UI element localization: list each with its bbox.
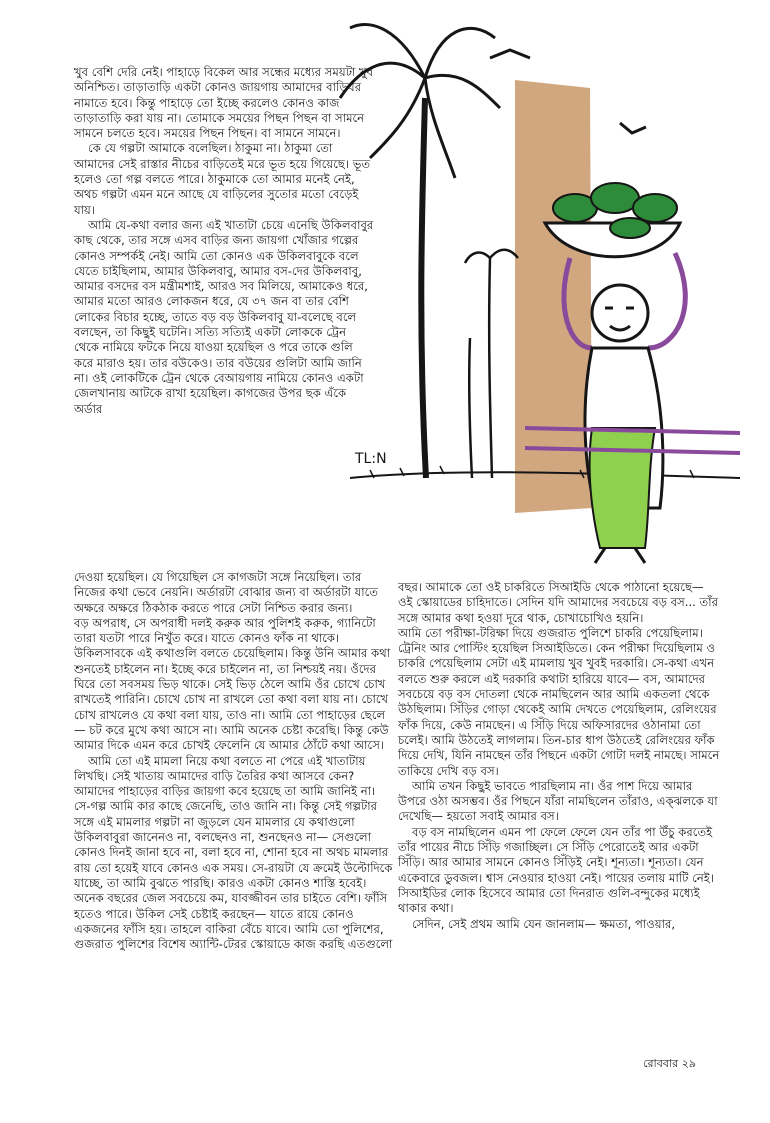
illustration: [330, 8, 750, 568]
small-tree-icon: [465, 250, 518, 478]
paragraph: বড় বস নামছিলেন এমন পা ফেলে ফেলে যেন তাঁর পা উঁচু করতেই তাঁর পায়ের নীচে সিঁড়ি গজাচ্ছিল। সে সিঁড়ি পেরোতেই আর একটা সিঁড়ি। আর আমার সামনে কোনও সিঁড়িই নেই। শূন্যতা। শূন্যতা। যেন একেবারে ডুবজল। শ্বাস নেওয়ার হাওয়া নেই। পায়ের তলায় মাটি নেই। সিআইডির লোক হিসেবে আমার তো দিনরাত গুলি-বন্দুকের মধ্যেই থাকার কথা।: [398, 824, 714, 916]
paragraph: বছর। আমাকে তো ওই চাকরিতে সিআইডি থেকে পাঠানো হয়েছে— ওই স্কোয়াডের চাহিদাতে। সেদিন যদি আমাদের সবচেয়ে বড় বস... তাঁর সঙ্গে আমার কথা হওয়া দূরে থাক, চোখাচোখিও হয়নি।: [398, 580, 718, 625]
paragraph: আমি তখন কিছুই ভাবতে পারছিলাম না। ওঁর পাশ দিয়ে আমার উপরে ওঠা অসম্ভব। ওঁর পিছনে যাঁরা নামছিলেন তাঁরাও, এক্ঝলকে যা দেখেছি— হয়তো সবাই আমার বস।: [398, 778, 718, 824]
bird-icon: [620, 123, 646, 133]
palm-trunk: [421, 98, 426, 478]
article-left-column: [74, 65, 374, 417]
magazine-label: রোববার: [643, 1057, 679, 1070]
paragraph: আমি তো পরীক্ষা-টরিক্ষা দিয়ে গুজরাত পুলিশে চাকরি পেয়েছিলাম। ট্রেনিং আর পোস্টিং হয়েছিল সিআইডিতে। কেন পরীক্ষা দিয়েছিলাম ও চাকরি পেয়েছিলাম সেটা এই মামলায় খুব খুবই দরকারি। সে-কথা এখন বলতে শুরু করলে এই দরকারি কথাটা হারিয়ে যাবে— বস, আমাদের সবচেয়ে বড় বস দোতলা থেকে নামছিলেন আর আমি একতলা থেকে উঠছিলাম। সিঁড়ির গোড়া থেকেই আমি দেখতে পেয়েছিলাম, রেলিংয়ের ফাঁক দিয়ে, কেউ নামছেন। এ সিঁড়ি দিয়ে অফিসারদের ওঠানামা তো চলেই। আমি উঠতেই লাগলাম। তিন-চার ধাপ উঠতেই রেলিংয়ের ফাঁক দিয়ে দেখি, যিনি নামছেন তাঁর পিছনে একটা গোটা দলই নামছে। সামনে তাকিয়ে দেখি বড় বস।: [398, 625, 720, 778]
bird-icon: [490, 50, 530, 58]
paragraph: আমি যে-কথা বলার জন্য এই খাতাটা চেয়ে এনেছি উকিলবাবুর কাছ থেকে, তার সঙ্গে এসব বাড়ির জন্য জায়গা খোঁজার গল্পের কোনও সম্পর্কই নেই। আমি তো কোনও এক উকিলবাবুকে বলে যেতে চাইছিলাম, আমার উকিলবাবু, আমার বস-দের উকিলবাবু, আমার বসদের বস মন্ত্রীমশাই, আরও সব মিলিয়ে, আমাকেও ধরে, আমার মতো আরও লোকজন ধরে, যে ৩৭ জন বা তার বেশি লোকের বিচার হচ্ছে, তাতে বড় বড় উকিলবাবু যা-বলেছে বলে বলছেন, তা কিছুই ঘটেনি। সত্যি সত্যিই একটা লোককে ট্রেন থেকে নামিয়ে ফটকে নিয়ে যাওয়া হয়েছিল ও পরে তাকে গুলি করে মারাও হয়। তার বউকেও। তার বউয়ের গুলিটা আমি জানি না। ওই লোকটিকে ট্রেন থেকে বেআয়গায় নামিয়ে কোনও একটা জেলখানায় আটকে রাখা হয়েছিল। কাগজের উপর ছক এঁকে অর্ডার: [74, 217, 374, 416]
page-number: ২৯: [681, 1057, 696, 1070]
artist-signature: TL:N: [355, 451, 387, 467]
page-footer: [643, 1055, 696, 1074]
article-body-wide: [74, 570, 394, 952]
palm-leaves-icon: [340, 25, 500, 178]
paragraph: বড় অপরাধ, সে অপরাধী দলই করুক আর পুলিশই করুক, গ্যানিটো তারা যতটা পারে নিখুঁত করে। যাতে কোনও ফাঁক না থাকে। উকিলসাবকে এই কথাগুলি বলতে চেয়েছিলাম। কিন্তু উনি আমার কথা শুনতেই চাইলেন না। ইচ্ছে করে চাইলেন না, তা নিশ্চয়ই নয়। ওঁদের ঘিরে তো সবসময় ভিড় থাকে। সেই ভিড় ঠেলে আমি ওঁর চোখে চোখ রাখতেই পারিনি। চোখে চোখ না রাখলে তো কথা বলা যায় না। চোখে চোখ রাখলেও যে কথা বলা যায়, তাও না। আমি তো পাহাড়ের ছেলে— চট করে মুখে কথা আসে না। আমি অনেক চেষ্টা করেছি। কিন্তু কেউ আমার দিকে এমন করে চোখই ফেলেনি যে আমার ঠোঁটে কথা আসে।: [74, 615, 391, 753]
paragraph: আমি তো এই মামলা নিয়ে কথা বলতে না পেরে এই খাতাটায় লিখছি। সেই খাতায় আমাদের বাড়ি তৈরির কথা আসবে কেন? আমাদের পাহাড়ের বাড়ির জায়গা কবে হয়েছে তা আমি জানিই না। সে-গল্প আমি কার কাছে জেনেছি, তাও জানি না। কিন্তু সেই গল্পটার সঙ্গে এই মামলার গল্পটা না জুড়লে যেন মামলার যে কথাগুলো উকিলবাবুরা জানেনও না, বলছেনও না, শুনছেনও না— সেগুলো কোনও দিনই জানা হবে না, বলা হবে না, শোনা হবে না অথচ মামলার রায় তো হয়েই যাবে কোনও এক সময়। সে-রায়টা যে ক্রমেই উল্টোদিকে যাচ্ছে, তা আমি বুঝতে পারছি। কারও একটা কোনও শাস্তি হবেই। অনেক বছরের জেল সবচেয়ে কম, যাবজ্জীবন তার চাইতে বেশি। ফাঁসি হতেও পারে। উকিল সেই চেষ্টাই করছেন— যাতে রায়ে কোনও একজনের ফাঁসি হয়। তাহলে বাকিরা বেঁচে যাবে। আমি তো পুলিশের, গুজরাত পুলিশের বিশেষ অ্যান্টি-টেরর স্কোয়াডে কাজ করছি এতগুলো: [74, 753, 393, 952]
paragraph: কে যে গল্পটা আমাকে বলেছিল। ঠাকুমা না। ঠাকুমা তো আমাদের সেই রাস্তার নীচের বাড়িতেই মরে ভূত হয়ে গিয়েছে। ভূত হলেও তো গল্প বলতে পারে। ঠাকুমাকে তো আমার মনেই নেই, অথচ গল্পটা এমন মনে আছে যে বাড়িলের সুতোর মতো বেড়েই যায়।: [74, 141, 371, 217]
article-right-column: [398, 580, 720, 932]
paragraph: দেওয়া হয়েছিল। যে গিয়েছিল সে কাগজটা সঙ্গে নিয়েছিল। তার নিজের কথা ভেবে নেয়নি। অর্ডারটা বোঝার জন্য বা অর্ডারটা যাতে অক্ষরে অক্ষরে ঠিকঠাক করতে পারে সেটা নিশ্চিত করার জন্য।: [74, 570, 378, 615]
paragraph: খুব বেশি দেরি নেই। পাহাড়ে বিকেল আর সন্ধের মধ্যের সময়টা খুব অনিশ্চিত। তাড়াতাড়ি একটা কোনও জায়গায় আমাদের বাড়িঘর নামাতে হবে। কিন্তু পাহাড়ে তো ইচ্ছে করলেও কোনও কাজ তাড়াতাড়ি করা যায় না। তোমাকে সময়ের পিছন পিছন বা সামনে সামনে চলতে হবে। সময়ের পিছন পিছন। বা সামনে সামনে।: [74, 65, 374, 141]
paragraph: সেদিন, সেই প্রথম আমি যেন জানলাম— ক্ষমতা, পাওয়ার,: [412, 916, 676, 931]
